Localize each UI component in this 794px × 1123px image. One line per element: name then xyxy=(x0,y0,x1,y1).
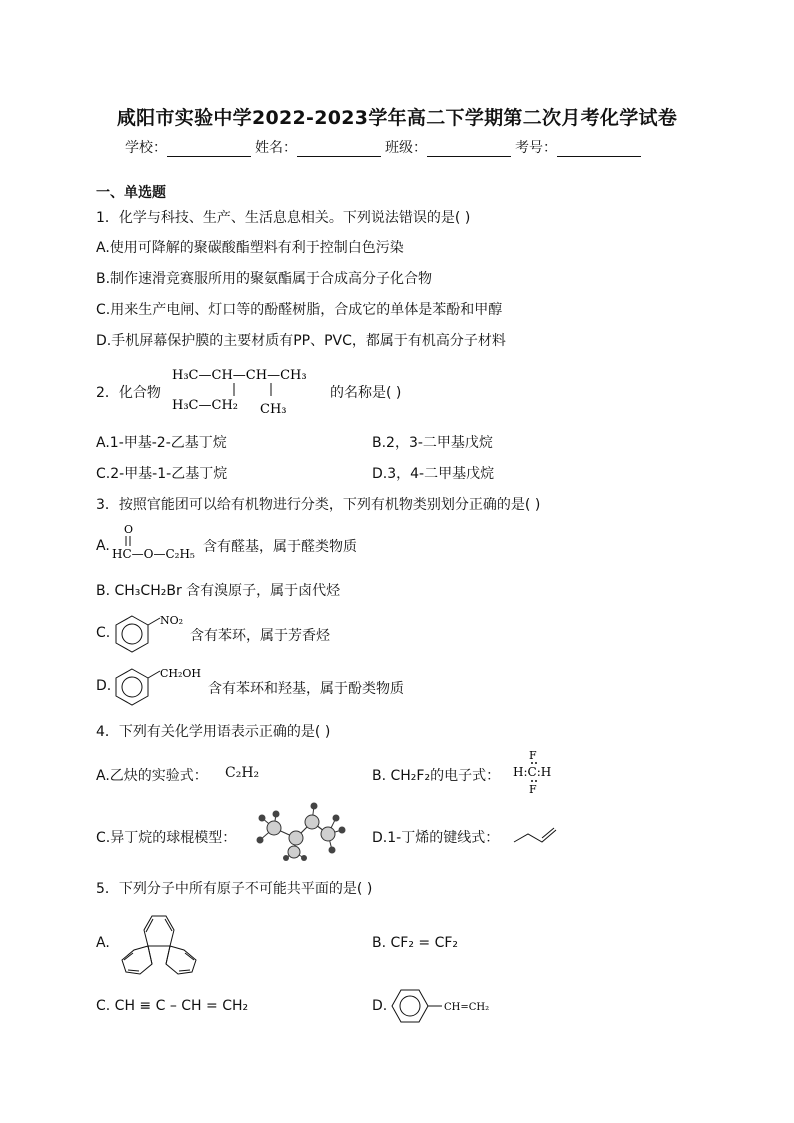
q3-option-b: B. CH₃CH₂Br 含有溴原子，属于卤代烃 xyxy=(96,583,341,599)
q2-struct-bottom-left: H₃C—CH₂ xyxy=(172,398,238,413)
q2-stem-post: 的名称是( ) xyxy=(330,385,402,401)
q3-d-benzene xyxy=(112,664,208,706)
q3-a-oxygen: O xyxy=(124,523,134,536)
class-label: 班级： xyxy=(385,140,427,156)
q5-d-prefix: D. xyxy=(372,998,388,1014)
school-label: 学校： xyxy=(125,140,167,156)
q3-d-group: CH₂OH xyxy=(160,667,202,680)
q4-c-text: C.异丁烷的球棍模型： xyxy=(96,830,237,846)
number-field[interactable] xyxy=(557,142,641,157)
q3-d-prefix: D. xyxy=(96,678,112,694)
q2-struct-top: H₃C—CH—CH—CH₃ xyxy=(172,368,307,383)
class-field[interactable] xyxy=(427,142,511,157)
q1-stem: 1．化学与科技、生产、生活息息相关。下列说法错误的是( ) xyxy=(96,210,471,226)
q3-c-group: NO₂ xyxy=(160,614,184,627)
q3-a-text: 含有醛基，属于醛类物质 xyxy=(203,539,357,555)
q4-c-ball-stick-model xyxy=(252,800,352,862)
q5-option-c: C. CH ≡ C – CH = CH₂ xyxy=(96,998,249,1014)
q4-b-electron-formula xyxy=(510,746,560,796)
q2-option-c: C.2-甲基-1-乙基丁烷 xyxy=(96,466,228,482)
q4-b-bottom: F xyxy=(529,783,537,796)
q3-stem: 3．按照官能团可以给有机物进行分类，下列有机物类别划分正确的是( ) xyxy=(96,497,541,513)
q3-a-prefix: A. xyxy=(96,538,110,554)
name-label: 姓名： xyxy=(255,140,297,156)
name-field[interactable] xyxy=(297,142,381,157)
q3-a-formula: HC—O—C₂H₅ xyxy=(112,547,195,561)
q3-c-benzene xyxy=(112,613,190,653)
school-field[interactable] xyxy=(167,142,251,157)
q1-option-b: B.制作速滑竞赛服所用的聚氨酯属于合成高分子化合物 xyxy=(96,271,433,287)
q5-d-group: CH=CH₂ xyxy=(444,1002,490,1013)
q2-option-d: D.3，4-二甲基戊烷 xyxy=(372,466,495,482)
q4-a-formula: C₂H₂ xyxy=(225,765,260,781)
q3-c-text: 含有苯环，属于芳香烃 xyxy=(190,628,330,644)
q1-option-d: D.手机屏幕保护膜的主要材质有PP、PVC，都属于有机高分子材料 xyxy=(96,333,506,349)
number-label: 考号： xyxy=(515,140,557,156)
q2-option-b: B.2，3-二甲基戊烷 xyxy=(372,435,493,451)
q3-d-text: 含有苯环和羟基，属于酚类物质 xyxy=(208,681,404,697)
q5-d-styrene xyxy=(386,986,496,1026)
q4-d-line-formula xyxy=(512,824,560,846)
section-heading: 一、单选题 xyxy=(96,185,166,201)
q4-b-text: B. CH₂F₂的电子式： xyxy=(372,768,501,784)
q3-a-structure xyxy=(110,520,205,566)
q2-stem-pre: 2．化合物 xyxy=(96,385,161,401)
q4-d-text: D.1-丁烯的键线式： xyxy=(372,830,500,846)
exam-title: 咸阳市实验中学2022-2023学年高二下学期第二次月考化学试卷 xyxy=(116,107,678,129)
q4-b-top: F xyxy=(529,749,537,762)
q4-b-center: H:C:H xyxy=(513,765,552,779)
q5-a-prefix: A. xyxy=(96,935,110,951)
q1-option-c: C.用来生产电闸、灯口等的酚醛树脂，合成它的单体是苯酚和甲醇 xyxy=(96,302,503,318)
q5-a-triptycene xyxy=(108,904,210,980)
q5-stem: 5．下列分子中所有原子不可能共平面的是( ) xyxy=(96,881,373,897)
q2-structure xyxy=(170,363,330,419)
q2-option-a: A.1-甲基-2-乙基丁烷 xyxy=(96,435,227,451)
q4-a-text: A.乙炔的实验式： xyxy=(96,768,208,784)
q4-stem: 4．下列有关化学用语表示正确的是( ) xyxy=(96,724,331,740)
student-info-row xyxy=(125,137,645,157)
q3-c-prefix: C. xyxy=(96,625,111,641)
q2-struct-bottom-right: CH₃ xyxy=(260,402,287,417)
q5-option-b: B. CF₂ = CF₂ xyxy=(372,935,459,951)
q1-option-a: A.使用可降解的聚碳酸酯塑料有利于控制白色污染 xyxy=(96,240,404,256)
